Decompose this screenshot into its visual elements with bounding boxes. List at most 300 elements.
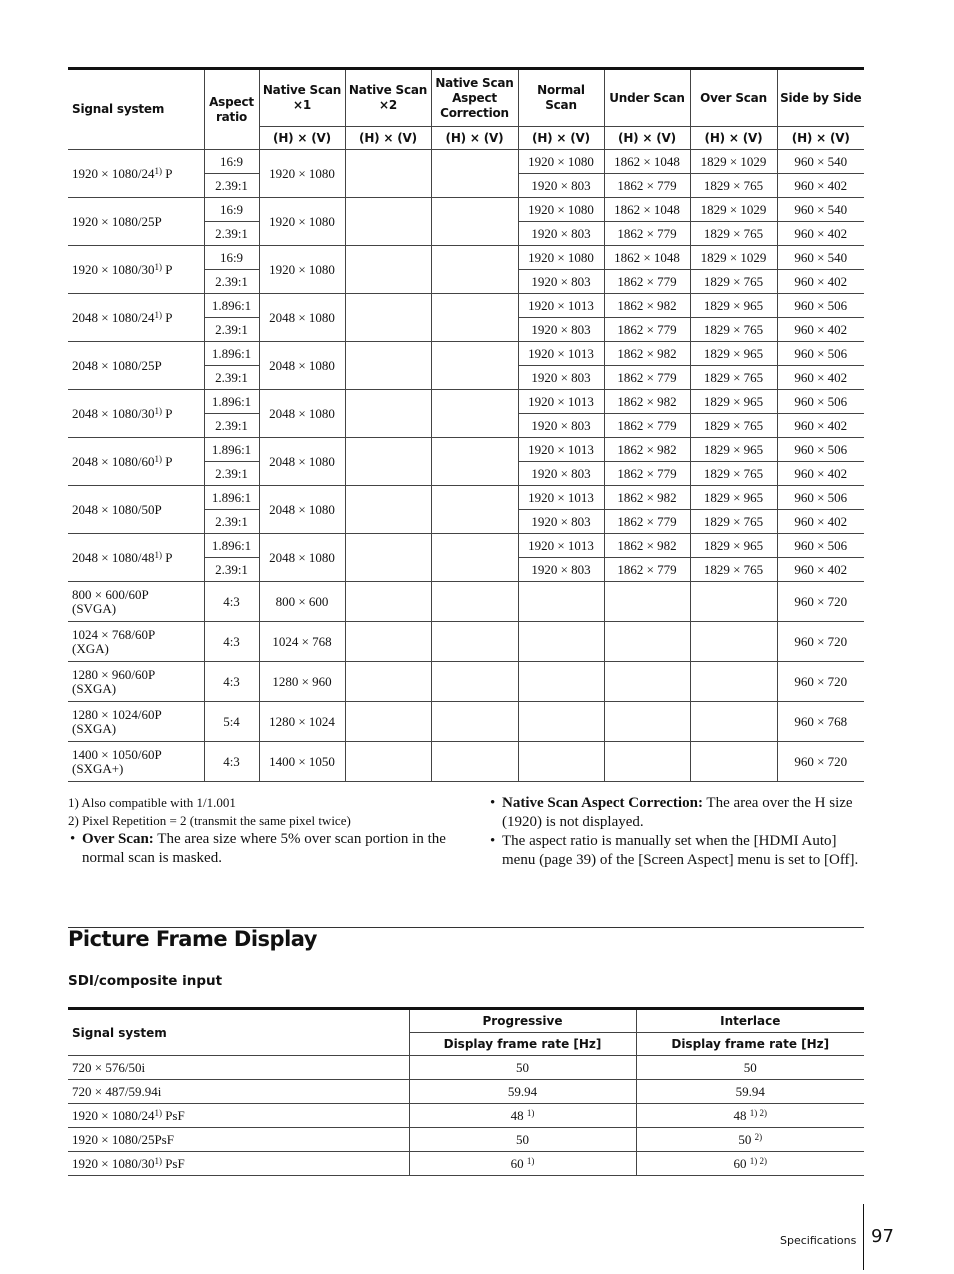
over-scan-cell: 1829 × 765: [690, 558, 777, 582]
interlace-rate-cell: [636, 1080, 864, 1104]
table-row: [68, 438, 864, 462]
rate-value: 50: [516, 1059, 529, 1075]
signal-system-cell: [68, 198, 204, 246]
native-scan-aspect-cell: [431, 342, 518, 390]
over-scan-cell: 1829 × 765: [690, 366, 777, 390]
side-by-side-cell: 960 × 540: [777, 150, 864, 174]
normal-scan-cell: 1920 × 1080: [518, 150, 604, 174]
normal-scan-cell: [518, 662, 604, 702]
side-by-side-cell: 960 × 720: [777, 582, 864, 622]
table-row: [68, 1080, 864, 1104]
signal-system-cell: [68, 1080, 409, 1104]
native-scan-aspect-cell: [431, 742, 518, 782]
footnote-ref: 1): [154, 1155, 162, 1166]
table-row: [68, 742, 864, 782]
normal-scan-cell: 1920 × 1013: [518, 342, 604, 366]
table-row: [68, 246, 864, 270]
signal-suffix: P: [161, 405, 173, 421]
progressive-rate-cell: [409, 1056, 636, 1080]
progressive-rate-cell: [409, 1080, 636, 1104]
native-scan-x1-cell: 1920 × 1080: [259, 246, 345, 294]
signal-name: 1400 × 1050/60P: [72, 746, 162, 762]
signal-suffix: P: [161, 165, 173, 181]
side-by-side-cell: 960 × 402: [777, 462, 864, 486]
over-scan-cell: 1829 × 965: [690, 534, 777, 558]
native-scan-x1-cell: 2048 × 1080: [259, 294, 345, 342]
signal-name: 800 × 600/60P: [72, 586, 149, 602]
normal-scan-cell: 1920 × 1013: [518, 534, 604, 558]
footnote-ref: 1): [154, 261, 162, 272]
signal-system-cell: [68, 534, 204, 582]
native-scan-aspect-cell: [431, 246, 518, 294]
under-scan-cell: 1862 × 779: [604, 174, 690, 198]
aspect-ratio-cell: 1.896:1: [204, 486, 259, 510]
footer-divider: [863, 1204, 864, 1270]
subsection-title: SDI/composite input: [68, 973, 223, 989]
aspect-ratio-cell: 5:4: [204, 702, 259, 742]
under-scan-cell: 1862 × 982: [604, 534, 690, 558]
side-by-side-cell: 960 × 506: [777, 390, 864, 414]
native-aspect-note: [488, 794, 864, 832]
native-scan-x2-cell: [345, 622, 431, 662]
native-scan-x1-cell: 1280 × 1024: [259, 702, 345, 742]
footnote-ref: 1) 2): [749, 1107, 767, 1118]
rate-value: 60: [510, 1155, 524, 1171]
aspect-ratio-cell: 2.39:1: [204, 510, 259, 534]
side-by-side-cell: 960 × 402: [777, 174, 864, 198]
side-by-side-cell: 960 × 506: [777, 486, 864, 510]
aspect-ratio-cell: 4:3: [204, 742, 259, 782]
signal-system-cell: [68, 150, 204, 198]
side-by-side-cell: 960 × 720: [777, 742, 864, 782]
side-by-side-cell: 960 × 506: [777, 294, 864, 318]
signal-system-cell: [68, 342, 204, 390]
side-by-side-cell: 960 × 402: [777, 270, 864, 294]
footnote-1: 1) Also compatible with 1/1.001: [68, 795, 236, 810]
native-scan-x1-cell: 1400 × 1050: [259, 742, 345, 782]
header-hv: (H) × (V): [604, 127, 690, 150]
normal-scan-cell: 1920 × 803: [518, 318, 604, 342]
signal-name: 2048 × 1080/48: [72, 549, 155, 565]
normal-scan-cell: 1920 × 803: [518, 270, 604, 294]
aspect-ratio-cell: 16:9: [204, 198, 259, 222]
native-scan-x2-cell: [345, 246, 431, 294]
normal-scan-cell: 1920 × 1013: [518, 294, 604, 318]
signal-standard: (SVGA): [72, 600, 117, 616]
native-scan-x1-cell: 1920 × 1080: [259, 198, 345, 246]
footnote-ref: 1): [154, 453, 162, 464]
side-by-side-cell: 960 × 720: [777, 622, 864, 662]
over-scan-cell: 1829 × 965: [690, 342, 777, 366]
signal-system-cell: [68, 294, 204, 342]
aspect-ratio-cell: 2.39:1: [204, 174, 259, 198]
side-by-side-cell: 960 × 402: [777, 510, 864, 534]
footnote-ref: 1): [154, 405, 162, 416]
interlace-rate-cell: [636, 1128, 864, 1152]
signal-standard: (SXGA+): [72, 760, 124, 776]
signal-system-cell: [68, 662, 204, 702]
table-row: [68, 662, 864, 702]
rate-value: 48: [733, 1107, 747, 1123]
signal-system-cell: [68, 582, 204, 622]
normal-scan-cell: [518, 622, 604, 662]
under-scan-cell: 1862 × 982: [604, 390, 690, 414]
table-row: [68, 150, 864, 174]
native-scan-x2-cell: [345, 486, 431, 534]
normal-scan-cell: 1920 × 803: [518, 414, 604, 438]
signal-system-cell: [68, 1152, 409, 1176]
normal-scan-cell: [518, 702, 604, 742]
over-scan-cell: 1829 × 765: [690, 174, 777, 198]
signal-suffix: PsF: [161, 1155, 185, 1171]
native-scan-aspect-cell: [431, 486, 518, 534]
header-hv: (H) × (V): [777, 127, 864, 150]
signal-name: 720 × 487/59.94i: [72, 1083, 162, 1099]
native-scan-x1-cell: 2048 × 1080: [259, 438, 345, 486]
over-scan-cell: [690, 702, 777, 742]
aspect-ratio-cell: 1.896:1: [204, 342, 259, 366]
signal-name: 1920 × 1080/30: [72, 261, 155, 277]
under-scan-cell: [604, 582, 690, 622]
native-scan-x2-cell: [345, 294, 431, 342]
table-row: [68, 622, 864, 662]
native-scan-aspect-cell: [431, 150, 518, 198]
native-scan-x2-cell: [345, 390, 431, 438]
aspect-ratio-cell: 2.39:1: [204, 462, 259, 486]
table-row: [68, 1056, 864, 1080]
native-scan-x1-cell: 2048 × 1080: [259, 534, 345, 582]
signal-name: 720 × 576/50i: [72, 1059, 146, 1075]
footnote-ref: 1): [526, 1107, 535, 1118]
signal-name: 1920 × 1080/25P: [72, 213, 162, 229]
signal-suffix: PsF: [161, 1107, 185, 1123]
normal-scan-cell: 1920 × 1013: [518, 390, 604, 414]
under-scan-cell: 1862 × 982: [604, 342, 690, 366]
side-by-side-cell: 960 × 402: [777, 318, 864, 342]
normal-scan-cell: 1920 × 803: [518, 366, 604, 390]
rate-value: 50: [738, 1131, 752, 1147]
frame-rate-table: [68, 1007, 864, 1176]
native-scan-x2-cell: [345, 662, 431, 702]
native-scan-aspect-cell: [431, 622, 518, 662]
under-scan-cell: 1862 × 1048: [604, 198, 690, 222]
native-scan-aspect-cell: [431, 662, 518, 702]
normal-scan-cell: 1920 × 1013: [518, 438, 604, 462]
side-by-side-cell: 960 × 402: [777, 222, 864, 246]
side-by-side-cell: 960 × 402: [777, 366, 864, 390]
footnote-ref: 1) 2): [749, 1155, 767, 1166]
over-scan-cell: 1829 × 965: [690, 486, 777, 510]
signal-name: 1920 × 1080/24: [72, 165, 155, 181]
footnote-ref: 1): [154, 165, 162, 176]
header-interlace: Interlace: [636, 1009, 864, 1033]
native-scan-aspect-cell: [431, 438, 518, 486]
aspect-ratio-cell: 2.39:1: [204, 270, 259, 294]
over-scan-cell: [690, 622, 777, 662]
footnote-ref: 2): [754, 1131, 763, 1142]
header-normal-scan: Normal Scan: [518, 69, 604, 127]
native-scan-aspect-cell: [431, 702, 518, 742]
under-scan-cell: 1862 × 982: [604, 294, 690, 318]
normal-scan-cell: 1920 × 803: [518, 558, 604, 582]
normal-scan-cell: [518, 742, 604, 782]
rate-value: 59.94: [735, 1083, 765, 1099]
bullet: •: [490, 795, 496, 811]
native-scan-x2-cell: [345, 438, 431, 486]
native-aspect-label: Native Scan Aspect Correction:: [502, 795, 703, 811]
signal-system-cell: [68, 438, 204, 486]
header-signal-system: Signal system: [68, 1009, 409, 1056]
over-scan-note: [68, 830, 448, 868]
native-scan-x2-cell: [345, 702, 431, 742]
table-row: [68, 1128, 864, 1152]
over-scan-cell: 1829 × 1029: [690, 198, 777, 222]
header-native-scan-x2: Native Scan ×2: [345, 69, 431, 127]
side-by-side-cell: 960 × 506: [777, 342, 864, 366]
over-scan-cell: [690, 742, 777, 782]
header-side-by-side: Side by Side: [777, 69, 864, 127]
normal-scan-cell: 1920 × 803: [518, 462, 604, 486]
notes-right: [488, 794, 864, 870]
notes-left: [68, 794, 448, 868]
header-hv: (H) × (V): [259, 127, 345, 150]
aspect-manual-note: [488, 832, 864, 870]
aspect-ratio-cell: 2.39:1: [204, 414, 259, 438]
under-scan-cell: 1862 × 779: [604, 510, 690, 534]
native-scan-x2-cell: [345, 534, 431, 582]
rate-value: 50: [516, 1131, 529, 1147]
rate-value: 48: [510, 1107, 524, 1123]
frame-rate-table-body: [68, 1056, 864, 1176]
signal-suffix: P: [161, 309, 173, 325]
signal-format-table-body: [68, 150, 864, 782]
table-row: [68, 294, 864, 318]
signal-name: 2048 × 1080/50P: [72, 501, 162, 517]
aspect-ratio-cell: 16:9: [204, 150, 259, 174]
header-hv: (H) × (V): [431, 127, 518, 150]
native-scan-x1-cell: 800 × 600: [259, 582, 345, 622]
table-row: [68, 342, 864, 366]
signal-system-cell: [68, 1104, 409, 1128]
table-row: [68, 534, 864, 558]
signal-system-cell: [68, 1128, 409, 1152]
aspect-ratio-cell: 1.896:1: [204, 294, 259, 318]
footnote-ref: 1): [154, 549, 162, 560]
aspect-ratio-cell: 2.39:1: [204, 558, 259, 582]
signal-system-cell: [68, 1056, 409, 1080]
header-signal-system: Signal system: [68, 69, 204, 150]
native-scan-x2-cell: [345, 198, 431, 246]
header-hv: (H) × (V): [518, 127, 604, 150]
signal-name: 2048 × 1080/60: [72, 453, 155, 469]
over-scan-label: Over Scan:: [82, 831, 154, 847]
table-row: [68, 582, 864, 622]
footnote-ref: 1): [526, 1155, 535, 1166]
native-scan-x2-cell: [345, 342, 431, 390]
over-scan-cell: 1829 × 965: [690, 390, 777, 414]
over-scan-cell: 1829 × 765: [690, 414, 777, 438]
header-hv: (H) × (V): [345, 127, 431, 150]
over-scan-cell: 1829 × 765: [690, 510, 777, 534]
progressive-rate-cell: [409, 1128, 636, 1152]
normal-scan-cell: 1920 × 1013: [518, 486, 604, 510]
progressive-rate-cell: [409, 1104, 636, 1128]
signal-name: 1920 × 1080/30: [72, 1155, 155, 1171]
side-by-side-cell: 960 × 720: [777, 662, 864, 702]
footnote-ref: 1): [154, 1107, 162, 1118]
native-scan-x1-cell: 1024 × 768: [259, 622, 345, 662]
aspect-ratio-cell: 16:9: [204, 246, 259, 270]
header-hv: (H) × (V): [690, 127, 777, 150]
under-scan-cell: [604, 702, 690, 742]
native-scan-x2-cell: [345, 150, 431, 198]
over-scan-text: The area size where 5% over scan portion in the normal scan is masked.: [82, 831, 446, 866]
over-scan-cell: 1829 × 765: [690, 222, 777, 246]
normal-scan-cell: 1920 × 803: [518, 222, 604, 246]
signal-name: 2048 × 1080/30: [72, 405, 155, 421]
side-by-side-cell: 960 × 540: [777, 246, 864, 270]
under-scan-cell: 1862 × 779: [604, 222, 690, 246]
normal-scan-cell: [518, 582, 604, 622]
over-scan-cell: [690, 662, 777, 702]
over-scan-cell: 1829 × 1029: [690, 150, 777, 174]
footnote-2: 2) Pixel Repetition = 2 (transmit the same pixel twice): [68, 813, 351, 828]
aspect-manual-text: The aspect ratio is manually set when the [HDMI Auto] menu (page 39) of the [Screen Aspect] menu is set to [Off].: [502, 833, 859, 868]
over-scan-cell: 1829 × 965: [690, 438, 777, 462]
under-scan-cell: [604, 742, 690, 782]
signal-name: 1024 × 768/60P: [72, 626, 156, 642]
under-scan-cell: 1862 × 779: [604, 558, 690, 582]
signal-standard: (XGA): [72, 640, 109, 656]
aspect-ratio-cell: 4:3: [204, 622, 259, 662]
signal-suffix: P: [161, 453, 173, 469]
signal-system-cell: [68, 742, 204, 782]
native-scan-x2-cell: [345, 582, 431, 622]
native-scan-aspect-cell: [431, 294, 518, 342]
signal-system-cell: [68, 246, 204, 294]
native-scan-aspect-cell: [431, 534, 518, 582]
under-scan-cell: [604, 622, 690, 662]
signal-system-cell: [68, 390, 204, 438]
side-by-side-cell: 960 × 402: [777, 414, 864, 438]
signal-suffix: P: [161, 549, 173, 565]
header-over-scan: Over Scan: [690, 69, 777, 127]
normal-scan-cell: 1920 × 803: [518, 510, 604, 534]
section-title: Picture Frame Display: [68, 927, 317, 951]
table-row: [68, 198, 864, 222]
over-scan-cell: 1829 × 765: [690, 318, 777, 342]
aspect-ratio-cell: 1.896:1: [204, 390, 259, 414]
native-scan-x1-cell: 1280 × 960: [259, 662, 345, 702]
table-row: [68, 702, 864, 742]
aspect-ratio-cell: 1.896:1: [204, 438, 259, 462]
header-aspect-ratio: Aspect ratio: [204, 69, 259, 150]
native-scan-x1-cell: 2048 × 1080: [259, 342, 345, 390]
signal-name: 1920 × 1080/24: [72, 1107, 155, 1123]
interlace-rate-cell: [636, 1104, 864, 1128]
header-under-scan: Under Scan: [604, 69, 690, 127]
footer-section-label: Specifications: [780, 1234, 857, 1247]
native-scan-x2-cell: [345, 742, 431, 782]
side-by-side-cell: 960 × 402: [777, 558, 864, 582]
table-row: [68, 390, 864, 414]
under-scan-cell: 1862 × 779: [604, 318, 690, 342]
header-native-scan-x1: Native Scan ×1: [259, 69, 345, 127]
under-scan-cell: 1862 × 982: [604, 438, 690, 462]
side-by-side-cell: 960 × 506: [777, 438, 864, 462]
page-number: 97: [871, 1226, 894, 1247]
aspect-ratio-cell: 2.39:1: [204, 318, 259, 342]
native-scan-aspect-cell: [431, 198, 518, 246]
aspect-ratio-cell: 2.39:1: [204, 366, 259, 390]
under-scan-cell: 1862 × 779: [604, 270, 690, 294]
signal-name: 2048 × 1080/25P: [72, 357, 162, 373]
signal-system-cell: [68, 622, 204, 662]
under-scan-cell: 1862 × 1048: [604, 246, 690, 270]
under-scan-cell: 1862 × 779: [604, 462, 690, 486]
rate-value: 50: [743, 1059, 757, 1075]
under-scan-cell: 1862 × 982: [604, 486, 690, 510]
header-display-frame-rate: Display frame rate [Hz]: [409, 1033, 636, 1056]
table-row: [68, 1104, 864, 1128]
native-aspect-text: The area over the H size (1920) is not displayed.: [502, 795, 853, 830]
rate-value: 59.94: [507, 1083, 538, 1099]
native-scan-x1-cell: 1920 × 1080: [259, 150, 345, 198]
over-scan-cell: 1829 × 1029: [690, 246, 777, 270]
aspect-ratio-cell: 1.896:1: [204, 534, 259, 558]
signal-suffix: P: [161, 261, 173, 277]
normal-scan-cell: 1920 × 1080: [518, 246, 604, 270]
native-scan-aspect-cell: [431, 390, 518, 438]
signal-name: 1920 × 1080/25PsF: [72, 1131, 174, 1147]
side-by-side-cell: 960 × 540: [777, 198, 864, 222]
table-row: [68, 486, 864, 510]
signal-name: 1280 × 960/60P: [72, 666, 156, 682]
aspect-ratio-cell: 2.39:1: [204, 222, 259, 246]
signal-standard: (SXGA): [72, 680, 117, 696]
signal-format-table: [68, 67, 864, 782]
under-scan-cell: 1862 × 779: [604, 366, 690, 390]
aspect-ratio-cell: 4:3: [204, 582, 259, 622]
header-display-frame-rate: Display frame rate [Hz]: [636, 1033, 864, 1056]
over-scan-cell: 1829 × 765: [690, 462, 777, 486]
under-scan-cell: 1862 × 779: [604, 414, 690, 438]
signal-system-cell: [68, 486, 204, 534]
header-progressive: Progressive: [409, 1009, 636, 1033]
table-row: [68, 1152, 864, 1176]
under-scan-cell: [604, 662, 690, 702]
native-scan-x1-cell: 2048 × 1080: [259, 390, 345, 438]
over-scan-cell: 1829 × 765: [690, 270, 777, 294]
signal-name: 2048 × 1080/24: [72, 309, 155, 325]
aspect-ratio-cell: 4:3: [204, 662, 259, 702]
over-scan-cell: [690, 582, 777, 622]
over-scan-cell: 1829 × 965: [690, 294, 777, 318]
signal-system-cell: [68, 702, 204, 742]
bullet: •: [490, 833, 496, 849]
footnote-ref: 1): [154, 309, 162, 320]
normal-scan-cell: 1920 × 803: [518, 174, 604, 198]
under-scan-cell: 1862 × 1048: [604, 150, 690, 174]
signal-standard: (SXGA): [72, 720, 117, 736]
bullet: •: [70, 831, 76, 847]
interlace-rate-cell: [636, 1056, 864, 1080]
rate-value: 60: [733, 1155, 747, 1171]
progressive-rate-cell: [409, 1152, 636, 1176]
header-native-scan-aspect-correction: Native Scan Aspect Correction: [431, 69, 518, 127]
normal-scan-cell: 1920 × 1080: [518, 198, 604, 222]
native-scan-x1-cell: 2048 × 1080: [259, 486, 345, 534]
